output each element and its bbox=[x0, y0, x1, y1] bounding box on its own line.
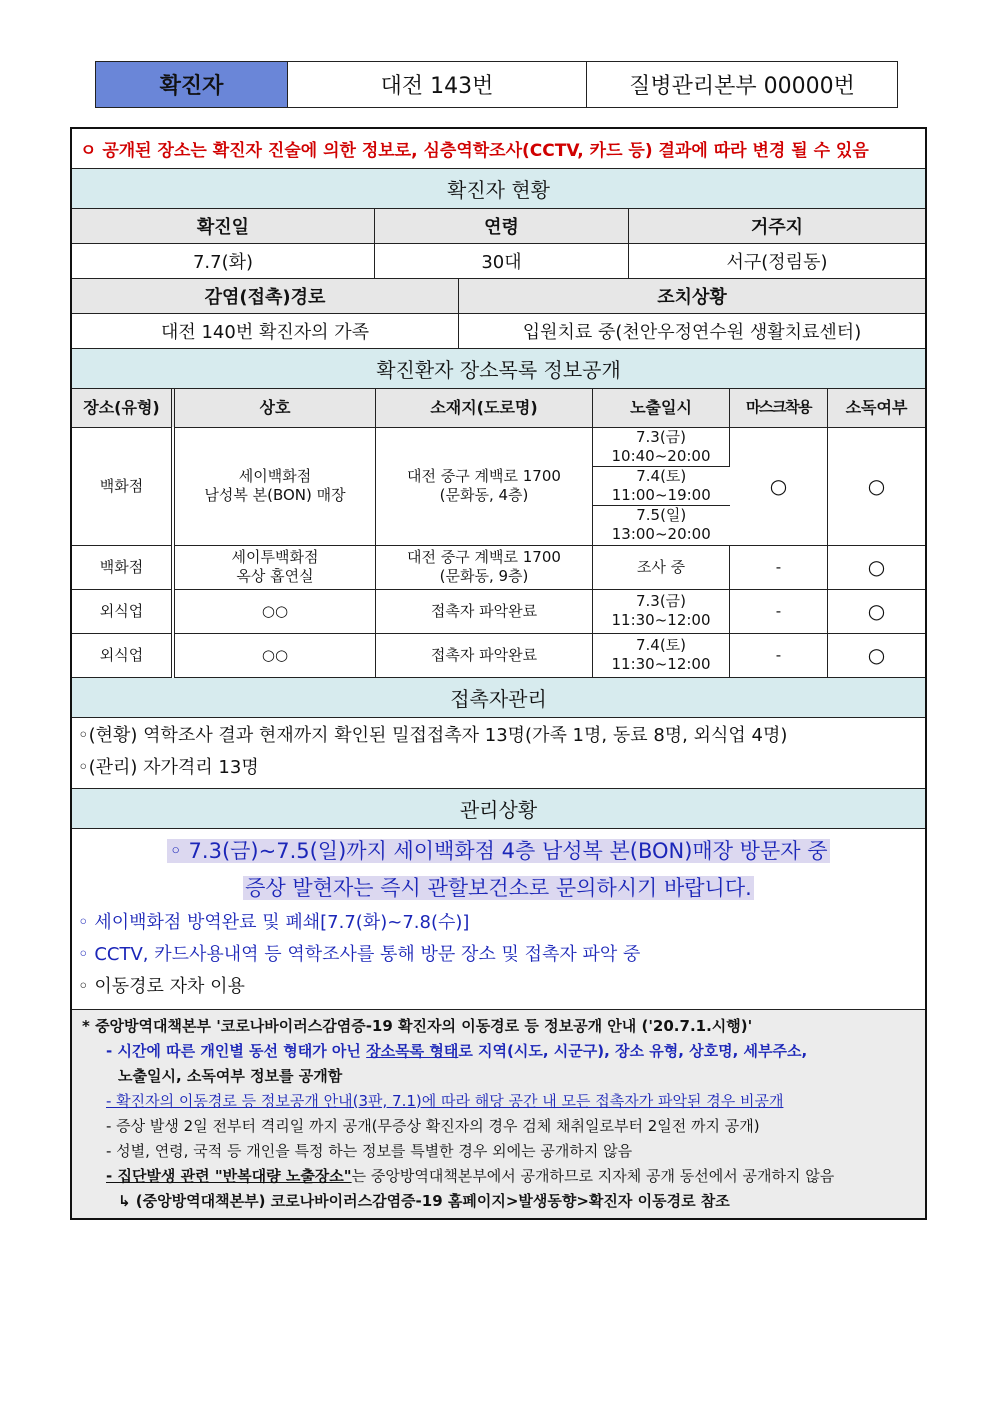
table-row bbox=[72, 427, 925, 466]
guideline-item bbox=[82, 1089, 925, 1114]
col-residence: 거주지 bbox=[629, 209, 926, 243]
guideline-reference: ↳ (중앙방역대책본부) 코로나바이러스감염증-19 홈페이지>발생동향>확진자 이동경로 참조 bbox=[118, 1191, 730, 1210]
age: 30대 bbox=[375, 243, 629, 278]
guideline-item bbox=[82, 1039, 925, 1064]
exposure-time bbox=[593, 589, 730, 633]
place-type: 백화점 bbox=[72, 545, 173, 589]
table-row bbox=[72, 589, 925, 633]
business-name-line: 옥상 홉연실 bbox=[236, 567, 314, 585]
business-name-line: 남성복 본(BON) 매장 bbox=[204, 486, 346, 504]
col-age: 연령 bbox=[375, 209, 629, 243]
guideline-text: 로 지역(시도, 시군구), 장소 유형, 상호명, 세부주소, bbox=[458, 1041, 808, 1060]
confirm-date: 7.7(화) bbox=[72, 243, 375, 278]
management-body bbox=[72, 829, 925, 1010]
address-line: 대전 중구 계백로 1700 bbox=[407, 548, 561, 566]
infection-route: 대전 140번 확진자의 가족 bbox=[72, 314, 459, 349]
disinfect-status: ○ bbox=[828, 427, 926, 545]
table-row bbox=[72, 545, 925, 589]
guideline-item-cont: 노출일시, 소독여부 정보를 공개함 bbox=[118, 1066, 343, 1085]
header-label: 확진자 bbox=[96, 62, 288, 108]
exposure-day: 7.5(일) bbox=[636, 506, 687, 524]
address-line: (문화동, 9층) bbox=[439, 567, 529, 585]
exposure-day: 7.3(금) bbox=[635, 427, 687, 446]
guideline-item bbox=[82, 1164, 925, 1189]
col-infection-route: 감염(접촉)경로 bbox=[72, 279, 459, 314]
business-name-line: 세이백화점 bbox=[238, 467, 312, 485]
address: 접촉자 파악완료 bbox=[376, 633, 593, 677]
action-status: 입원치료 중(천안우정연수원 생활치료센터) bbox=[459, 314, 926, 349]
exposure-day: 7.3(금) bbox=[635, 592, 687, 610]
col-confirm-date: 확진일 bbox=[72, 209, 375, 243]
disclaimer-notice: ㅇ 공개된 장소는 확진자 진술에 의한 정보로, 심층역학조사(CCTV, 카드 등) 결과에 따라 변경 될 수 있음 bbox=[72, 129, 925, 169]
contacts-section-title: 접촉자관리 bbox=[72, 678, 925, 718]
residence: 서구(정림동) bbox=[629, 243, 926, 278]
exposure-hours: 11:00~19:00 bbox=[611, 485, 711, 504]
mask-status: - bbox=[730, 545, 828, 589]
col-mask: 마스크착용 bbox=[730, 389, 828, 427]
places-table bbox=[72, 389, 925, 678]
business-name bbox=[173, 545, 376, 589]
mask-status: - bbox=[730, 633, 828, 677]
exposure-day: 7.4(토) bbox=[636, 466, 687, 485]
address-line: (문화동, 4층) bbox=[439, 486, 529, 504]
col-place-type: 장소(유형) bbox=[72, 389, 173, 427]
place-type: 외식업 bbox=[72, 589, 173, 633]
contacts-quarantine-line: ◦(관리) 자가격리 13명 bbox=[78, 756, 259, 778]
disinfect-status: ○ bbox=[828, 633, 926, 677]
exposure-hours: 11:30~12:00 bbox=[611, 611, 711, 629]
exposure-time: 조사 중 bbox=[593, 545, 730, 589]
address: 접촉자 파악완료 bbox=[376, 589, 593, 633]
exposure-day: 7.4(토) bbox=[635, 636, 687, 654]
case-number: 대전 143번 bbox=[288, 62, 587, 108]
places-section-title: 확진환자 장소목록 정보공개 bbox=[72, 349, 925, 389]
col-business-name: 상호 bbox=[173, 389, 376, 427]
place-type: 백화점 bbox=[72, 427, 173, 545]
guideline-text: 는 중앙방역대책본부에서 공개하므로 지자체 공개 동선에서 공개하지 않음 bbox=[351, 1166, 835, 1185]
guideline-heading: * 중앙방역대책본부 '코로나바이러스감염증-19 확진자의 이동경로 등 정보공개 안내 ('20.7.1.시행)' bbox=[82, 1016, 753, 1035]
address-line: 대전 중구 계백로 1700 bbox=[407, 467, 561, 485]
business-name-line: 세이투백화점 bbox=[231, 548, 319, 566]
guideline-item: - 증상 발생 2일 전부터 격리일 까지 공개(무증상 확진자의 경우 검체 채취일로부터 2일전 까지 공개) bbox=[106, 1116, 760, 1135]
guideline-text: - 집단발생 관련 "반복대량 노출장소" bbox=[106, 1166, 352, 1185]
transport-line: ◦ 이동경로 자차 이용 bbox=[78, 975, 245, 997]
contacts-body bbox=[72, 718, 925, 789]
visitor-advisory-line1 bbox=[72, 829, 925, 870]
disinfect-status: ○ bbox=[828, 545, 926, 589]
closure-line: ◦ 세이백화점 방역완료 및 폐쇄[7.7(화)~7.8(수)] bbox=[78, 911, 470, 933]
exposure-hours: 11:30~12:00 bbox=[611, 655, 711, 673]
management-section-title: 관리상황 bbox=[72, 789, 925, 829]
investigation-line: ◦ CCTV, 카드사용내역 등 역학조사를 통해 방문 장소 및 접촉자 파악 중 bbox=[78, 943, 641, 965]
kdca-number: 질병관리본부 00000번 bbox=[587, 62, 898, 108]
business-name bbox=[173, 427, 376, 545]
case-report bbox=[70, 127, 927, 1220]
exposure-time bbox=[593, 427, 730, 466]
exposure-time bbox=[593, 505, 730, 545]
exposure-hours: 13:00~20:00 bbox=[611, 525, 711, 543]
business-name: ○○ bbox=[173, 633, 376, 677]
disinfect-status: ○ bbox=[828, 589, 926, 633]
mask-status: - bbox=[730, 589, 828, 633]
guideline-text: - 시간에 따른 개인별 동선 형태가 아닌 bbox=[106, 1041, 367, 1060]
address bbox=[376, 545, 593, 589]
col-address: 소재지(도로명) bbox=[376, 389, 593, 427]
visitor-advisory-text: 증상 발현자는 즉시 관할보건소로 문의하시기 바랍니다. bbox=[245, 875, 752, 900]
disclosure-guidelines bbox=[72, 1010, 925, 1218]
exposure-time bbox=[593, 466, 730, 505]
mask-status: ○ bbox=[730, 427, 828, 545]
contacts-status-line: ◦(현황) 역학조사 결과 현재까지 확인된 밀접접촉자 13명(가족 1명, 동료 8명, 외식업 4명) bbox=[78, 724, 788, 746]
status-section-title: 확진자 현황 bbox=[72, 169, 925, 209]
col-action: 조치상황 bbox=[459, 279, 926, 314]
guideline-item: - 성별, 연령, 국적 등 개인을 특정 하는 정보를 특별한 경우 외에는 공개하지 않음 bbox=[106, 1141, 633, 1160]
address bbox=[376, 427, 593, 545]
visitor-advisory-text: ◦ 7.3(금)~7.5(일)까지 세이백화점 4층 남성복 본(BON)매장 방문자 중 bbox=[169, 838, 828, 863]
table-row bbox=[72, 633, 925, 677]
col-disinfect: 소독여부 bbox=[828, 389, 926, 427]
case-header bbox=[95, 61, 898, 108]
place-type: 외식업 bbox=[72, 633, 173, 677]
exposure-hours: 10:40~20:00 bbox=[611, 446, 711, 465]
guideline-text: 장소목록 형태 bbox=[366, 1041, 459, 1060]
status-table bbox=[72, 209, 925, 279]
visitor-advisory-line2 bbox=[72, 870, 925, 907]
route-table bbox=[72, 279, 925, 350]
guideline-text: - 확진자의 이동경로 등 정보공개 안내(3판, 7.1)에 따라 해당 공간 내 모든 접촉자가 파악된 경우 비공개 bbox=[106, 1091, 784, 1110]
col-exposure-time: 노출일시 bbox=[593, 389, 730, 427]
business-name: ○○ bbox=[173, 589, 376, 633]
exposure-time bbox=[593, 633, 730, 677]
